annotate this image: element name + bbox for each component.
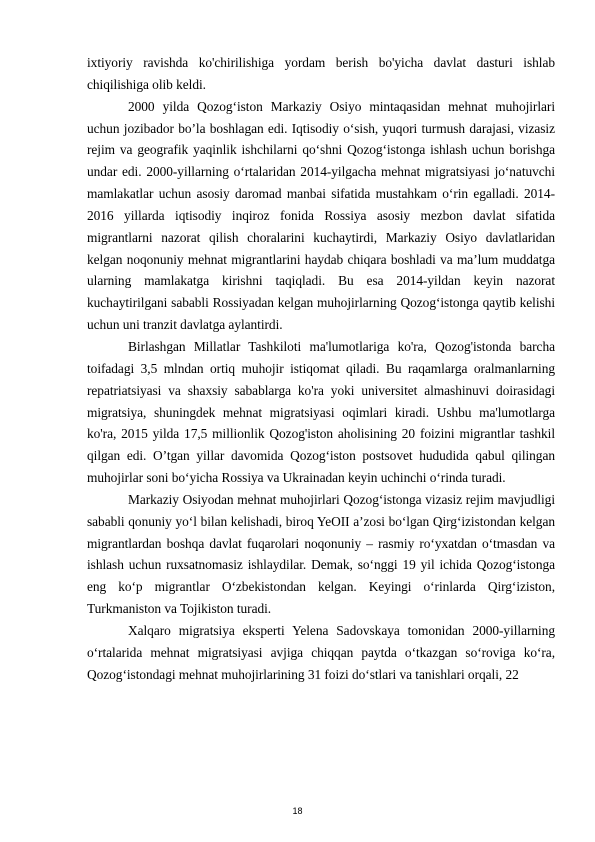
paragraph-markaziy-osiyo-muhojirlari: Markaziy Osiyodan mehnat muhojirlari Qozog‘istonga vizasiz rejim mavjudligi sababli qonuniy yo‘l bilan kelishadi, biroq YeOII a’zosi bo‘lgan Qirg‘izistondan kelgan migrantlardan boshqa davlat fuqarolari noqonuniy – rasmiy ro‘yxatdan o‘tmasdan va ishlash uchun ruxsatnomasiz ishlaydilar. Demak, so‘nggi 19 yil ichida Qozog‘istonga eng ko‘p migrantlar O‘zbekistondan kelgan. Keyingi oʻrinlarda Qirgʻiziston, Turkmaniston va Tojikiston turadi. xyxy=(87,491,555,617)
body-text xyxy=(87,52,555,685)
paragraph-bmt-malumotlari: Birlashgan Millatlar Tashkiloti ma'lumotlariga ko'ra, Qozog'istonda barcha toifadagi 3,5 mlndan ortiq muhojir istiqomat qiladi. Bu raqamlarga oralmanlarning repatriatsiyasi va shaxsiy sabablarga ko'ra yoki universitet almashinuvi doirasidagi migratsiya, shuningdek mehnat migratsiyasi oqimlari kiradi. Ushbu ma'lumotlarga ko'ra, 2015 yilda 17,5 millionlik Qozog'iston aholisining 20 foizini migrantlar tashkil qilgan edi. O’tgan yillar davomida Qozog‘iston postsovet hududida qabul qilingan muhojirlar soni bo‘yicha Rossiya va Ukrainadan keyin uchinchi o‘rinda turadi. xyxy=(87,338,555,486)
paragraph-qozogiston-2000: 2000 yilda Qozogʻiston Markaziy Osiyo mintaqasidan mehnat muhojirlari uchun jozibador bo’la boshlagan edi. Iqtisodiy o‘sish, yuqori turmush darajasi, vizasiz rejim va geografik yaqinlik ishchilarni qo‘shni Qozog‘istonga ishlash uchun borishga undar edi. 2000-yillarning oʻrtalaridan 2014-yilgacha mehnat migratsiyasi joʻnatuvchi mamlakatlar uchun asosiy daromad manbai sifatida mustahkam oʻrin egalladi. 2014-2016 yillarda iqtisodiy inqiroz fonida Rossiya asosiy mezbon davlat sifatida migrantlarni nazorat qilish choralarini kuchaytirdi, Markaziy Osiyo davlatlaridan kelgan noqonuniy mehnat migrantlarini haydab chiqara boshladi va ma’lum muddatga ularning mamlakatga kirishni taqiqladi. Bu esa 2014-yildan keyin nazorat kuchaytirilgani sababli Rossiyadan kelgan muhojirlarning Qozog‘istonga qaytib kelishi uchun uni tranzit davlatga aylantirdi. xyxy=(87,98,555,333)
page-number: 18 xyxy=(292,806,303,816)
paragraph-continuation: ixtiyoriy ravishda ko'chirilishiga yordam berish bo'yicha davlat dasturi ishlab chiqilishiga olib keldi. xyxy=(87,55,555,92)
paragraph-sadovskaya: Xalqaro migratsiya eksperti Yelena Sadovskaya tomonidan 2000-yillarning oʻrtalarida mehnat migratsiyasi avjiga chiqqan paytda oʻtkazgan soʻroviga koʻra, Qozogʻistondagi mehnat muhojirlarining 31 foizi doʻstlari va tanishlari orqali, 22 xyxy=(87,622,555,682)
